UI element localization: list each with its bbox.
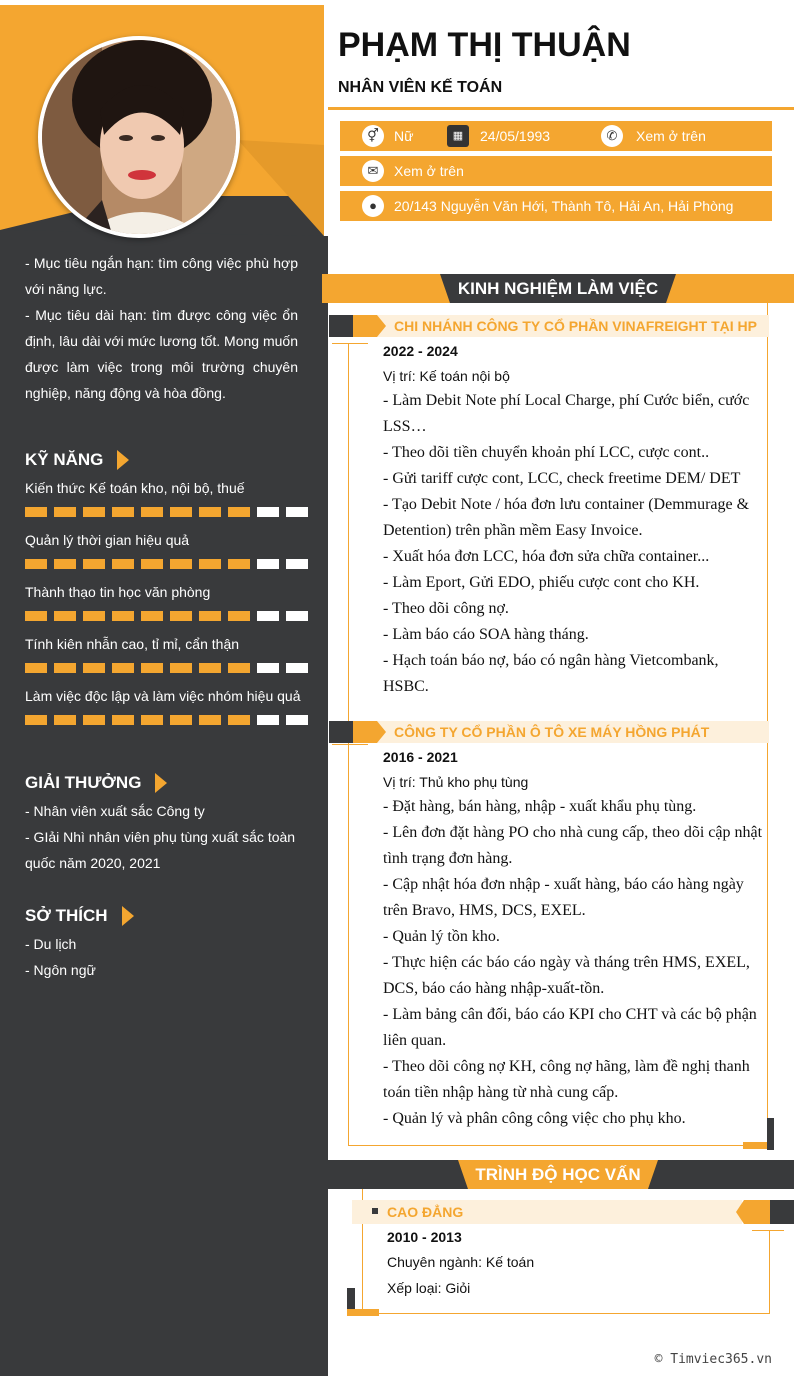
- duty-item: - Quản lý và phân công công việc cho phụ kho.: [383, 1110, 686, 1127]
- education-major: Chuyên ngành: Kế toán: [387, 1254, 535, 1270]
- skill-bar: [25, 507, 309, 517]
- experience-heading: KINH NGHIỆM LÀM VIỆC: [457, 279, 659, 298]
- bar-tip: [377, 721, 386, 743]
- corner-accent: [347, 1309, 379, 1316]
- skill-segment-filled: [83, 611, 105, 621]
- gender-icon: ⚥: [362, 125, 384, 147]
- duty-item: - Theo dõi công nợ KH, công nợ hãng, làm đề nghị thanh toán tiền nhập hàng từ nhà cung cấp.: [383, 1058, 750, 1101]
- duty-item: - Làm Debit Note phí Local Charge, phí Cước biển, cước LSS…: [383, 392, 750, 435]
- frame-line: [332, 744, 368, 745]
- skill-segment-filled: [170, 715, 192, 725]
- skill-segment-filled: [54, 663, 76, 673]
- duty-item: - Lên đơn đặt hàng PO cho nhà cung cấp, theo dõi cập nhật tình trạng đơn hàng.: [383, 824, 763, 867]
- education-grade: Xếp loại: Giỏi: [387, 1280, 471, 1296]
- skill-segment-filled: [54, 715, 76, 725]
- skill-segment-filled: [25, 507, 47, 517]
- frame-line: [362, 1313, 770, 1314]
- skill-segment-filled: [112, 611, 134, 621]
- skill-segment-filled: [141, 507, 163, 517]
- duty-item: - Tạo Debit Note / hóa đơn lưu container (Demmurage & Detention) trên phần mềm Easy Invoice.: [383, 496, 750, 539]
- divider: [328, 107, 794, 110]
- skill-segment-empty: [257, 559, 279, 569]
- company-bar: [329, 315, 769, 337]
- triangle-icon: [155, 773, 167, 793]
- job-years: 2022 - 2024: [383, 343, 458, 359]
- duty-item: - Hạch toán báo nợ, báo có ngân hàng Vietcombank, HSBC.: [383, 652, 719, 695]
- skill-segment-filled: [54, 507, 76, 517]
- job-duties: [383, 388, 763, 700]
- skill-segment-filled: [25, 611, 47, 621]
- duty-item: - Quản lý tồn kho.: [383, 928, 500, 945]
- job-duties: [383, 794, 763, 1132]
- avatar-photo: [42, 40, 236, 234]
- skill-segment-filled: [25, 663, 47, 673]
- duty-item: - Thực hiện các báo cáo ngày và tháng trên HMS, EXEL, DCS, báo cáo hàng nhập-xuất-tồn.: [383, 954, 750, 997]
- bar-block: [353, 721, 377, 743]
- job-title: NHÂN VIÊN KẾ TOÁN: [338, 79, 503, 96]
- company-bar: [329, 721, 769, 743]
- hobbies-heading-label: SỞ THÍCH: [25, 906, 108, 925]
- bar-block: [353, 315, 377, 337]
- duty-item: - Xuất hóa đơn LCC, hóa đơn sửa chữa container...: [383, 548, 710, 565]
- duty-item: - Cập nhật hóa đơn nhập - xuất hàng, báo cáo hàng ngày trên Bravo, HMS, DCS, EXEL.: [383, 876, 744, 919]
- location-pin-icon: ●: [362, 195, 384, 217]
- skill-segment-filled: [228, 611, 250, 621]
- duty-item: - Theo dõi công nợ.: [383, 600, 509, 617]
- mail-icon: ✉: [362, 160, 384, 182]
- corner-accent: [767, 1118, 774, 1150]
- education-years: 2010 - 2013: [387, 1229, 462, 1245]
- birthday-value: 24/05/1993: [480, 128, 551, 144]
- triangle-icon: [122, 906, 134, 926]
- candidate-name: PHẠM THỊ THUẬN: [338, 26, 631, 64]
- education-heading: TRÌNH ĐỘ HỌC VẤN: [475, 1165, 641, 1184]
- job-position: Vị trí: Thủ kho phụ tùng: [383, 774, 529, 790]
- company-name: CHI NHÁNH CÔNG TY CỔ PHẦN VINAFREIGHT TẠI HP: [394, 318, 757, 334]
- footer-credit: © Timviec365.vn: [654, 1352, 772, 1367]
- bar-block: [329, 315, 353, 337]
- hobby-item: - Ngôn ngữ: [25, 962, 96, 978]
- skill-segment-filled: [199, 559, 221, 569]
- skill-segment-filled: [170, 559, 192, 569]
- school-bar-tip: [736, 1200, 794, 1224]
- frame-line: [348, 1145, 768, 1146]
- skill-segment-filled: [228, 715, 250, 725]
- skill-name: Làm việc độc lập và làm việc nhóm hiệu quả: [25, 688, 301, 704]
- skill-segment-filled: [228, 559, 250, 569]
- info-row-personal: [340, 121, 772, 151]
- duty-item: - Đặt hàng, bán hàng, nhập - xuất khẩu phụ tùng.: [383, 798, 697, 815]
- skill-bar: [25, 663, 309, 673]
- skill-segment-empty: [257, 507, 279, 517]
- skill-segment-filled: [141, 611, 163, 621]
- calendar-icon: ▦: [447, 125, 469, 147]
- info-row-address: [340, 191, 772, 221]
- skill-segment-filled: [112, 559, 134, 569]
- skill-name: Thành thạo tin học văn phòng: [25, 584, 211, 600]
- awards-heading: [25, 773, 167, 794]
- skill-segment-filled: [83, 507, 105, 517]
- job-position: Vị trí: Kế toán nội bộ: [383, 368, 510, 384]
- frame-line: [332, 343, 368, 344]
- skill-name: Quản lý thời gian hiệu quả: [25, 532, 190, 548]
- skill-segment-filled: [141, 559, 163, 569]
- skill-segment-filled: [54, 611, 76, 621]
- skill-bar: [25, 559, 309, 569]
- skill-segment-filled: [54, 559, 76, 569]
- skill-segment-empty: [257, 715, 279, 725]
- skill-segment-filled: [199, 715, 221, 725]
- address-value: 20/143 Nguyễn Văn Hới, Thành Tô, Hải An, Hải Phòng: [394, 198, 734, 214]
- duty-item: - Làm Eport, Gửi EDO, phiếu cược cont cho KH.: [383, 574, 700, 591]
- skill-segment-filled: [83, 715, 105, 725]
- skill-segment-filled: [83, 663, 105, 673]
- awards-heading-label: GIẢI THƯỞNG: [25, 773, 142, 792]
- bar-tip: [377, 315, 386, 337]
- hobbies-heading: [25, 906, 134, 927]
- objective-long-term: - Mục tiêu dài hạn: tìm được công việc ổn định, lâu dài với mức lương tốt. Mong muốn được làm việc trong môi trường chuyên nghiệp, năng động và hòa đồng.: [25, 307, 298, 401]
- skill-segment-filled: [199, 611, 221, 621]
- skill-segment-empty: [286, 715, 308, 725]
- skill-segment-empty: [286, 663, 308, 673]
- skill-segment-filled: [141, 663, 163, 673]
- info-row-email: [340, 156, 772, 186]
- skill-name: Kiến thức Kế toán kho, nội bộ, thuế: [25, 480, 245, 496]
- gender-value: Nữ: [394, 128, 414, 144]
- avatar: [38, 36, 240, 238]
- award-item: - Nhân viên xuất sắc Công ty: [25, 803, 205, 819]
- skill-segment-filled: [199, 663, 221, 673]
- skill-segment-empty: [286, 559, 308, 569]
- skill-segment-empty: [286, 611, 308, 621]
- skill-segment-filled: [228, 663, 250, 673]
- bullet-icon: [372, 1208, 378, 1214]
- skill-segment-empty: [257, 663, 279, 673]
- email-value: Xem ở trên: [394, 163, 464, 179]
- objective-short-term: - Mục tiêu ngắn hạn: tìm công việc phù hợp với năng lực.: [25, 255, 298, 297]
- school-name: CAO ĐẲNG: [387, 1204, 464, 1220]
- skill-segment-filled: [112, 663, 134, 673]
- skill-segment-filled: [228, 507, 250, 517]
- skill-segment-filled: [141, 715, 163, 725]
- duty-item: - Làm báo cáo SOA hàng tháng.: [383, 626, 589, 643]
- hobby-item: - Du lịch: [25, 936, 77, 952]
- skill-bar: [25, 715, 309, 725]
- skills-heading: [25, 450, 129, 471]
- skill-segment-filled: [112, 715, 134, 725]
- duty-item: - Làm bảng cân đối, báo cáo KPI cho CHT và các bộ phận liên quan.: [383, 1006, 757, 1049]
- skill-segment-filled: [170, 663, 192, 673]
- skill-segment-filled: [25, 715, 47, 725]
- frame-line: [769, 1230, 770, 1314]
- frame-line: [752, 1230, 784, 1231]
- phone-value: Xem ở trên: [636, 128, 706, 144]
- company-name: CÔNG TY CỔ PHẦN Ô TÔ XE MÁY HỒNG PHÁT: [394, 724, 710, 740]
- skill-segment-filled: [25, 559, 47, 569]
- skill-name: Tính kiên nhẫn cao, tỉ mỉ, cẩn thận: [25, 636, 240, 652]
- corner-accent: [743, 1142, 767, 1149]
- duty-item: - Gửi tariff cược cont, LCC, check freetime DEM/ DET: [383, 470, 741, 487]
- skills-heading-label: KỸ NĂNG: [25, 450, 104, 469]
- skill-segment-filled: [112, 507, 134, 517]
- duty-item: - Theo dõi tiền chuyển khoản phí LCC, cược cont..: [383, 444, 710, 461]
- award-item: - GIải Nhì nhân viên phụ tùng xuất sắc toàn quốc năm 2020, 2021: [25, 829, 296, 871]
- skill-segment-empty: [286, 507, 308, 517]
- skill-segment-filled: [199, 507, 221, 517]
- bar-block: [329, 721, 353, 743]
- skill-segment-filled: [170, 507, 192, 517]
- triangle-icon: [117, 450, 129, 470]
- job-years: 2016 - 2021: [383, 749, 458, 765]
- skill-segment-filled: [170, 611, 192, 621]
- skill-bar: [25, 611, 309, 621]
- skill-segment-empty: [257, 611, 279, 621]
- phone-icon: ✆: [601, 125, 623, 147]
- skill-segment-filled: [83, 559, 105, 569]
